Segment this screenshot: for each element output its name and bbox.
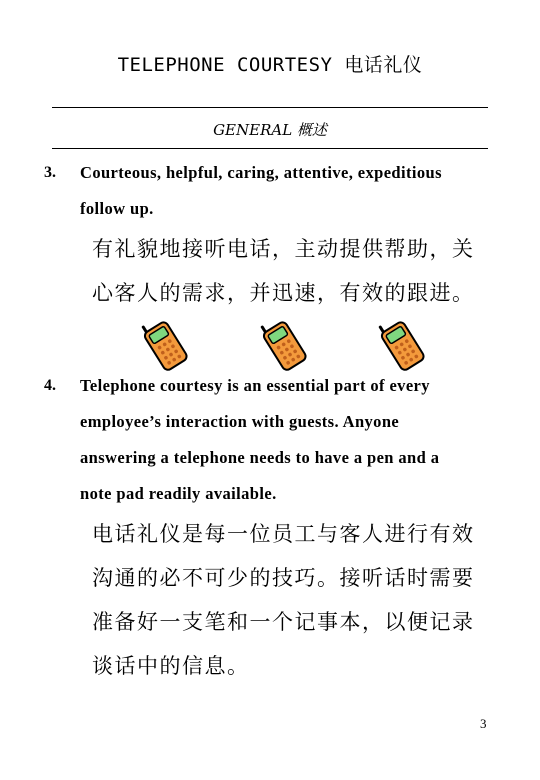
item-chinese-text	[92, 512, 512, 688]
item-number: 3.	[44, 164, 56, 181]
item-english-text	[80, 368, 510, 512]
mobile-phone-icon	[370, 312, 434, 374]
chinese-line: 心客人的需求，并迅速，有效的跟进。	[92, 281, 475, 305]
page-number: 3	[480, 716, 487, 731]
page-title: TELEPHONE COURTESY 电话礼仪	[117, 54, 423, 76]
english-line: note pad readily available.	[80, 484, 277, 503]
mobile-phone-icon	[133, 312, 197, 374]
chinese-line: 沟通的必不可少的技巧。接听话时需要	[92, 566, 475, 590]
english-line: Courteous, helpful, caring, attentive, expeditious	[80, 163, 442, 182]
phones-illustration	[0, 312, 540, 376]
chinese-line: 谈话中的信息。	[92, 654, 250, 678]
english-line: follow up.	[80, 199, 154, 218]
mobile-phone-icon	[252, 312, 316, 374]
item-chinese-text	[92, 227, 512, 315]
item-number: 4.	[44, 377, 56, 394]
chinese-line: 电话礼仪是每一位员工与客人进行有效	[92, 522, 475, 546]
chinese-line: 有礼貌地接听电话，主动提供帮助，关	[92, 237, 475, 261]
chinese-line: 准备好一支笔和一个记事本，以便记录	[92, 610, 475, 634]
english-line: Telephone courtesy is an essential part of every	[80, 376, 430, 395]
section-subtitle: GENERAL 概述	[213, 121, 327, 139]
top-divider	[52, 107, 488, 108]
bottom-divider	[52, 148, 488, 149]
item-english-text	[80, 155, 510, 227]
english-line: employee’s interaction with guests. Anyone	[80, 412, 400, 431]
english-line: answering a telephone needs to have a pen and a	[80, 448, 440, 467]
